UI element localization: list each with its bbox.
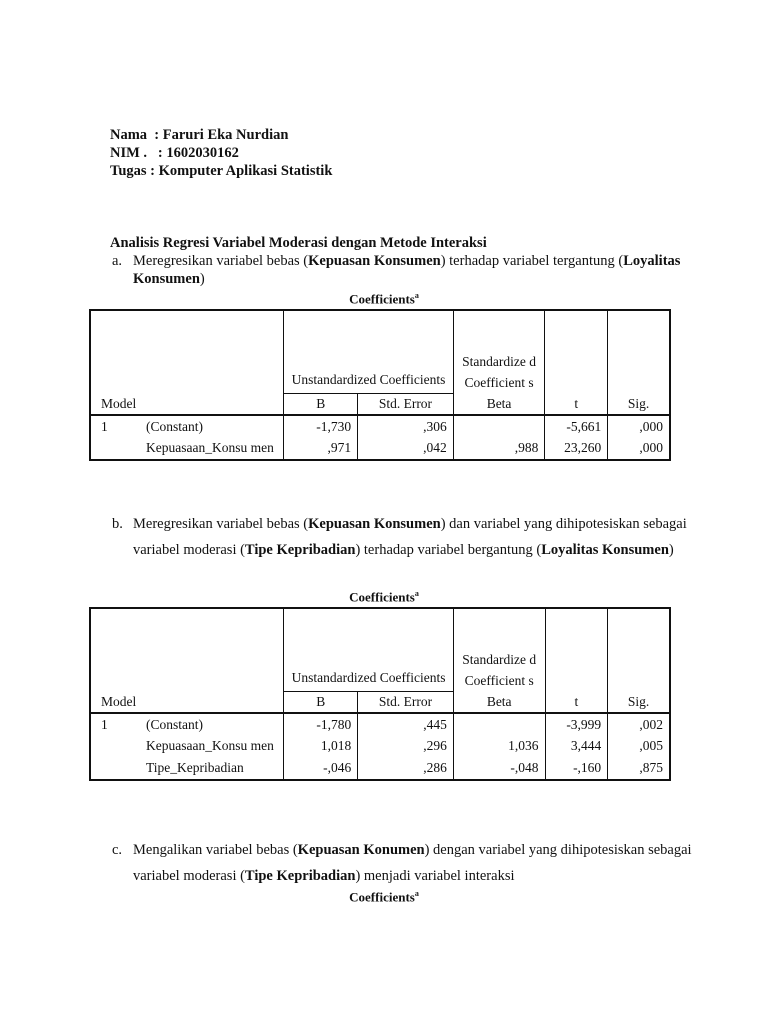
table-row: Kepuasaan_Konsu men 1,018 ,296 1,036 3,444 ,005 <box>90 736 670 757</box>
list-item-text: Meregresikan variabel bebas (Kepuasan Konsumen) dan variabel yang dihipotesiskan sebagai variabel moderasi (Tipe Kepribadian) terhadap variabel bergantung (Loyalitas Konsumen) <box>133 516 687 558</box>
list-item-text: Mengalikan variabel bebas (Kepuasan Konumen) dengan variabel yang dihipotesiskan sebagai variabel moderasi (Tipe Kepribadian) menjadi variabel interaksi <box>133 842 692 884</box>
coefficients-table-b <box>89 607 671 781</box>
student-name: Nama : Faruri Eka Nurdian <box>110 127 289 143</box>
list-item-a <box>112 252 702 288</box>
list-item-text: Meregresikan variabel bebas (Kepuasan Konsumen) terhadap variabel tergantung (Loyalitas Konsumen) <box>133 253 681 287</box>
header-b: B <box>284 691 358 713</box>
header-sig: Sig. <box>608 393 670 415</box>
header-b: B <box>284 393 358 415</box>
table-row: 1 (Constant) -1,730 ,306 -5,661 ,000 <box>90 415 670 438</box>
header-beta: Beta <box>453 691 545 713</box>
table-caption-c: Coefficients$^a$ <box>349 889 419 905</box>
table-caption-b: Coefficients$^a$ <box>349 589 419 605</box>
table-row: Kepuasaan_Konsu men ,971 ,042 ,988 23,260 ,000 <box>90 438 670 460</box>
table-caption-a: Coefficients$^a$ <box>349 291 419 307</box>
list-marker: a. <box>112 253 123 269</box>
table-row: Tipe_Kepribadian -,046 ,286 -,048 -,160 ,875 <box>90 757 670 780</box>
header-t: t <box>545 393 608 415</box>
list-marker: b. <box>112 516 123 532</box>
header-std-error: Std. Error <box>358 691 454 713</box>
list-item-c <box>112 837 702 889</box>
header-std-error: Std. Error <box>358 393 454 415</box>
header-beta: Beta <box>453 393 545 415</box>
student-nim: NIM . : 1602030162 <box>110 145 239 161</box>
header-t: t <box>545 691 608 713</box>
header-model: Model <box>90 393 284 415</box>
list-item-b <box>112 511 702 563</box>
header-unstandardized: Unstandardized Coefficients <box>284 608 454 691</box>
section-title: Analisis Regresi Variabel Moderasi dengan Metode Interaksi <box>110 235 487 251</box>
header-sig: Sig. <box>608 691 670 713</box>
list-marker: c. <box>112 842 123 858</box>
header-standardized: Standardize d Coefficient s <box>453 310 545 393</box>
coefficients-table-a <box>89 309 671 461</box>
header-standardized: Standardize d Coefficient s <box>453 608 545 691</box>
header-unstandardized: Unstandardized Coefficients <box>284 310 454 393</box>
table-row: 1 (Constant) -1,780 ,445 -3,999 ,002 <box>90 713 670 736</box>
header-model: Model <box>90 691 284 713</box>
assignment-title: Tugas : Komputer Aplikasi Statistik <box>110 163 333 179</box>
